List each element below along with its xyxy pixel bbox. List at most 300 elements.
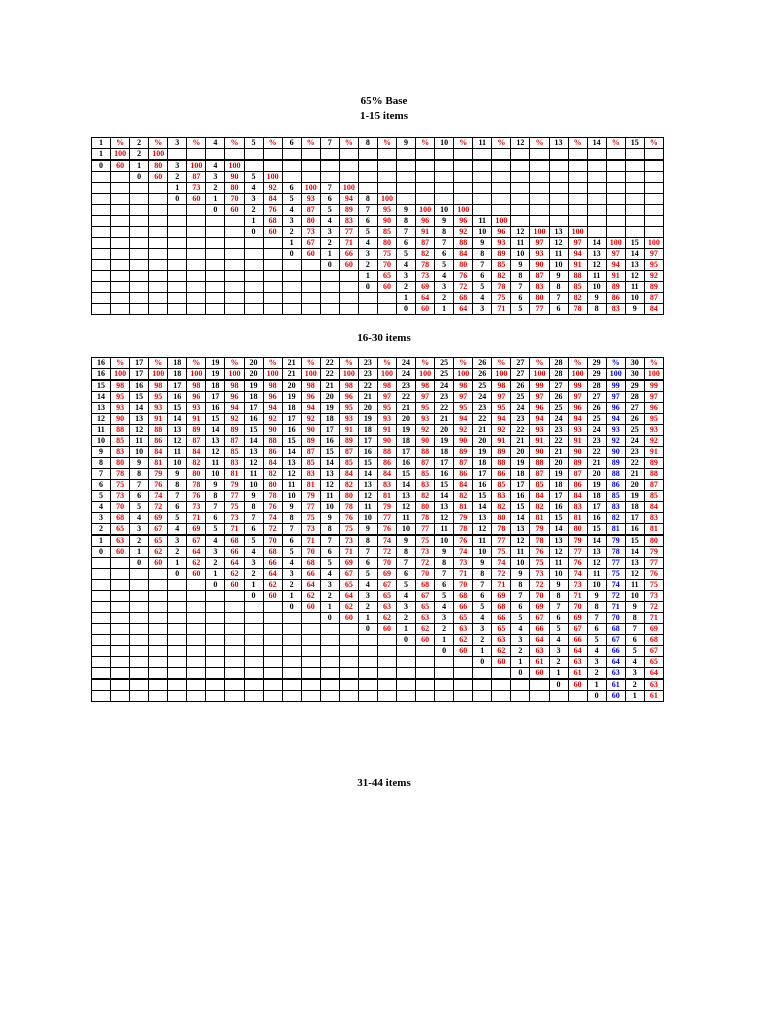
percent-score-cell: 67 — [187, 535, 206, 547]
percent-score-cell: 70 — [225, 194, 244, 205]
correct-count-cell: 15 — [549, 513, 568, 524]
correct-count-cell: 20 — [244, 369, 263, 381]
correct-count-cell — [511, 149, 530, 161]
correct-count-cell — [244, 691, 263, 702]
percent-score-cell: 96 — [187, 392, 206, 403]
correct-count-cell — [358, 304, 377, 315]
correct-count-cell: 14 — [435, 491, 454, 502]
correct-count-cell — [244, 304, 263, 315]
percent-score-cell — [606, 227, 625, 238]
percent-score-cell: 78 — [492, 282, 511, 293]
correct-count-cell: 0 — [282, 249, 301, 260]
correct-count-cell: 15 — [92, 380, 111, 392]
correct-count-cell — [511, 691, 530, 702]
correct-count-cell: 1 — [168, 558, 187, 569]
correct-count-cell — [92, 271, 111, 282]
percent-score-cell: 81 — [530, 513, 549, 524]
correct-count-cell: 3 — [435, 613, 454, 624]
correct-count-cell: 3 — [244, 194, 263, 205]
percent-score-cell: 92 — [644, 436, 663, 447]
percent-score-cell: 79 — [225, 480, 244, 491]
correct-count-cell: 10 — [435, 205, 454, 216]
correct-count-cell: 1 — [320, 602, 339, 613]
correct-count-cell: 19 — [625, 491, 644, 502]
percent-header: % — [454, 358, 473, 369]
table-row — [92, 436, 664, 447]
percent-score-cell: 100 — [492, 216, 511, 227]
percent-score-cell: 86 — [149, 436, 168, 447]
percent-score-cell — [530, 691, 549, 702]
percent-score-cell: 61 — [568, 668, 587, 680]
correct-count-cell: 8 — [511, 580, 530, 591]
percent-score-cell — [377, 646, 396, 657]
correct-count-cell: 12 — [511, 227, 530, 238]
percent-score-cell: 100 — [301, 183, 320, 194]
percent-score-cell: 63 — [492, 635, 511, 646]
correct-count-cell — [244, 249, 263, 260]
correct-count-cell: 15 — [130, 392, 149, 403]
correct-count-cell: 1 — [511, 657, 530, 668]
item-count-header: 21 — [282, 358, 301, 369]
correct-count-cell — [130, 646, 149, 657]
percent-score-cell: 86 — [263, 447, 282, 458]
table-row — [92, 624, 664, 635]
percent-score-cell — [149, 238, 168, 249]
percent-score-cell — [644, 172, 663, 183]
correct-count-cell: 24 — [625, 436, 644, 447]
percent-score-cell: 92 — [644, 271, 663, 282]
correct-count-cell: 11 — [397, 513, 416, 524]
percent-header: % — [644, 358, 663, 369]
correct-count-cell: 19 — [282, 392, 301, 403]
correct-count-cell: 7 — [397, 227, 416, 238]
percent-score-cell — [416, 679, 435, 691]
percent-score-cell: 76 — [263, 502, 282, 513]
correct-count-cell — [282, 271, 301, 282]
correct-count-cell: 18 — [435, 447, 454, 458]
correct-count-cell: 4 — [206, 160, 225, 172]
correct-count-cell: 16 — [206, 403, 225, 414]
correct-count-cell: 14 — [206, 425, 225, 436]
percent-score-cell: 82 — [454, 491, 473, 502]
correct-count-cell: 22 — [397, 392, 416, 403]
correct-count-cell: 13 — [358, 480, 377, 491]
correct-count-cell — [320, 271, 339, 282]
correct-count-cell — [92, 657, 111, 668]
correct-count-cell: 14 — [625, 547, 644, 558]
correct-count-cell: 14 — [320, 458, 339, 469]
correct-count-cell — [206, 304, 225, 315]
item-count-header: 5 — [244, 138, 263, 149]
correct-count-cell: 19 — [435, 436, 454, 447]
percent-score-cell — [111, 227, 130, 238]
correct-count-cell: 16 — [473, 480, 492, 491]
correct-count-cell: 2 — [282, 580, 301, 591]
correct-count-cell: 11 — [206, 458, 225, 469]
correct-count-cell: 3 — [511, 635, 530, 646]
percent-score-cell — [644, 149, 663, 161]
correct-count-cell — [473, 183, 492, 194]
correct-count-cell: 3 — [358, 591, 377, 602]
correct-count-cell: 3 — [358, 249, 377, 260]
percent-score-cell: 87 — [568, 469, 587, 480]
correct-count-cell — [435, 172, 454, 183]
percent-score-cell: 80 — [111, 458, 130, 469]
correct-count-cell: 3 — [320, 227, 339, 238]
correct-count-cell: 20 — [397, 414, 416, 425]
correct-count-cell: 21 — [320, 380, 339, 392]
percent-score-cell: 62 — [416, 624, 435, 635]
correct-count-cell: 4 — [397, 591, 416, 602]
correct-count-cell: 14 — [625, 249, 644, 260]
correct-count-cell — [549, 183, 568, 194]
correct-count-cell: 7 — [473, 580, 492, 591]
item-count-header: 24 — [397, 358, 416, 369]
percent-score-cell: 88 — [377, 447, 396, 458]
table-row — [92, 480, 664, 491]
percent-score-cell — [149, 194, 168, 205]
percent-score-cell: 63 — [606, 668, 625, 680]
correct-count-cell: 8 — [282, 513, 301, 524]
percent-score-cell — [454, 679, 473, 691]
correct-count-cell: 18 — [282, 403, 301, 414]
correct-count-cell: 3 — [435, 282, 454, 293]
correct-count-cell — [549, 194, 568, 205]
correct-count-cell: 11 — [168, 447, 187, 458]
percent-header: % — [492, 138, 511, 149]
table-row — [92, 657, 664, 668]
correct-count-cell — [397, 679, 416, 691]
correct-count-cell: 9 — [549, 580, 568, 591]
correct-count-cell: 10 — [130, 447, 149, 458]
percent-score-cell — [149, 304, 168, 315]
correct-count-cell: 9 — [511, 260, 530, 271]
correct-count-cell: 15 — [358, 458, 377, 469]
percent-score-cell — [111, 646, 130, 657]
percent-score-cell: 81 — [568, 513, 587, 524]
percent-score-cell — [301, 293, 320, 304]
section-title-31-44: 31-44 items — [357, 777, 411, 789]
table-row — [92, 271, 664, 282]
percent-score-cell — [225, 679, 244, 691]
percent-score-cell: 72 — [263, 524, 282, 536]
table-row — [92, 282, 664, 293]
percent-header: % — [416, 138, 435, 149]
percent-header: % — [377, 138, 396, 149]
percent-score-cell: 82 — [339, 480, 358, 491]
percent-score-cell: 63 — [530, 646, 549, 657]
percent-score-cell — [301, 646, 320, 657]
correct-count-cell: 2 — [511, 646, 530, 657]
percent-score-cell — [606, 216, 625, 227]
correct-count-cell: 7 — [320, 535, 339, 547]
percent-score-cell: 80 — [416, 502, 435, 513]
percent-score-cell — [606, 149, 625, 161]
percent-header: % — [568, 138, 587, 149]
percent-score-cell: 86 — [606, 480, 625, 491]
percent-score-cell — [377, 657, 396, 668]
correct-count-cell: 12 — [282, 469, 301, 480]
correct-count-cell: 15 — [397, 469, 416, 480]
correct-count-cell: 11 — [511, 238, 530, 249]
item-count-header: 28 — [549, 358, 568, 369]
correct-count-cell: 4 — [282, 558, 301, 569]
correct-count-cell — [92, 205, 111, 216]
correct-count-cell — [358, 172, 377, 183]
correct-count-cell — [168, 216, 187, 227]
correct-count-cell — [92, 216, 111, 227]
percent-score-cell: 97 — [606, 392, 625, 403]
percent-score-cell — [187, 646, 206, 657]
correct-count-cell: 20 — [587, 469, 606, 480]
correct-count-cell — [130, 183, 149, 194]
item-count-header: 1 — [92, 138, 111, 149]
percent-score-cell — [377, 172, 396, 183]
correct-count-cell — [92, 635, 111, 646]
correct-count-cell: 16 — [587, 513, 606, 524]
correct-count-cell — [168, 271, 187, 282]
correct-count-cell: 6 — [511, 602, 530, 613]
correct-count-cell: 1 — [397, 293, 416, 304]
percent-score-cell: 60 — [416, 304, 435, 315]
correct-count-cell — [168, 679, 187, 691]
percent-score-cell: 83 — [416, 480, 435, 491]
percent-score-cell: 95 — [111, 392, 130, 403]
correct-count-cell: 5 — [282, 547, 301, 558]
correct-count-cell: 15 — [320, 447, 339, 458]
correct-count-cell: 2 — [397, 613, 416, 624]
correct-count-cell — [511, 679, 530, 691]
correct-count-cell — [625, 183, 644, 194]
correct-count-cell: 4 — [625, 657, 644, 668]
percent-score-cell: 66 — [492, 613, 511, 624]
percent-score-cell: 85 — [492, 480, 511, 491]
percent-score-cell: 75 — [492, 547, 511, 558]
correct-count-cell: 11 — [549, 558, 568, 569]
correct-count-cell: 1 — [358, 271, 377, 282]
percent-score-cell: 76 — [530, 547, 549, 558]
percent-score-cell: 65 — [149, 535, 168, 547]
correct-count-cell: 13 — [435, 502, 454, 513]
percent-score-cell: 79 — [149, 469, 168, 480]
correct-count-cell: 0 — [587, 691, 606, 702]
percent-score-cell: 78 — [339, 502, 358, 513]
correct-count-cell: 17 — [435, 458, 454, 469]
correct-count-cell: 21 — [549, 447, 568, 458]
correct-count-cell: 18 — [511, 469, 530, 480]
correct-count-cell — [549, 172, 568, 183]
percent-score-cell: 90 — [530, 447, 549, 458]
correct-count-cell — [473, 205, 492, 216]
percent-score-cell — [111, 260, 130, 271]
percent-score-cell — [454, 668, 473, 680]
percent-score-cell: 87 — [530, 271, 549, 282]
percent-score-cell: 85 — [111, 436, 130, 447]
percent-score-cell: 65 — [492, 624, 511, 635]
correct-count-cell: 1 — [168, 183, 187, 194]
correct-count-cell: 0 — [358, 624, 377, 635]
percent-score-cell — [149, 657, 168, 668]
percent-score-cell — [187, 227, 206, 238]
percent-score-cell: 100 — [149, 369, 168, 381]
correct-count-cell: 5 — [435, 260, 454, 271]
percent-score-cell: 60 — [149, 558, 168, 569]
percent-score-cell: 79 — [454, 513, 473, 524]
correct-count-cell: 8 — [320, 524, 339, 536]
correct-count-cell: 0 — [435, 646, 454, 657]
percent-score-cell: 93 — [568, 425, 587, 436]
item-count-header: 22 — [320, 358, 339, 369]
correct-count-cell: 1 — [435, 635, 454, 646]
table-row — [92, 469, 664, 480]
percent-score-cell: 69 — [149, 513, 168, 524]
table-row — [92, 635, 664, 646]
percent-score-cell: 87 — [416, 458, 435, 469]
correct-count-cell — [168, 624, 187, 635]
correct-count-cell: 12 — [511, 535, 530, 547]
correct-count-cell: 9 — [206, 480, 225, 491]
correct-count-cell — [397, 657, 416, 668]
correct-count-cell — [92, 238, 111, 249]
percent-score-cell: 62 — [225, 569, 244, 580]
item-count-header: 25 — [435, 358, 454, 369]
correct-count-cell: 9 — [587, 591, 606, 602]
correct-count-cell: 14 — [511, 513, 530, 524]
percent-score-cell: 77 — [530, 304, 549, 315]
correct-count-cell: 13 — [282, 458, 301, 469]
correct-count-cell: 16 — [435, 469, 454, 480]
percent-score-cell: 91 — [377, 425, 396, 436]
correct-count-cell: 0 — [358, 282, 377, 293]
percent-score-cell: 100 — [225, 160, 244, 172]
correct-count-cell: 18 — [397, 436, 416, 447]
percent-score-cell: 73 — [568, 580, 587, 591]
correct-count-cell: 22 — [435, 403, 454, 414]
percent-score-cell: 91 — [149, 414, 168, 425]
percent-score-cell: 99 — [606, 380, 625, 392]
percent-score-cell: 68 — [606, 624, 625, 635]
table-row — [92, 172, 664, 183]
correct-count-cell — [435, 668, 454, 680]
correct-count-cell: 19 — [320, 403, 339, 414]
correct-count-cell: 4 — [435, 271, 454, 282]
percent-score-cell: 97 — [568, 238, 587, 249]
correct-count-cell: 10 — [625, 293, 644, 304]
percent-score-cell: 87 — [644, 480, 663, 491]
percent-score-cell: 81 — [644, 524, 663, 536]
percent-score-cell: 95 — [339, 403, 358, 414]
percent-score-cell: 91 — [339, 425, 358, 436]
correct-count-cell: 5 — [435, 591, 454, 602]
percent-score-cell: 76 — [187, 491, 206, 502]
percent-score-cell: 72 — [454, 282, 473, 293]
correct-count-cell: 25 — [587, 414, 606, 425]
percent-score-cell: 77 — [339, 227, 358, 238]
percent-score-cell: 87 — [187, 172, 206, 183]
percent-score-cell: 83 — [644, 513, 663, 524]
correct-count-cell — [92, 260, 111, 271]
percent-score-cell: 100 — [568, 227, 587, 238]
correct-count-cell: 6 — [320, 547, 339, 558]
percent-score-cell: 83 — [530, 282, 549, 293]
percent-score-cell: 60 — [301, 602, 320, 613]
percent-score-cell — [301, 635, 320, 646]
correct-count-cell: 21 — [587, 458, 606, 469]
percent-score-cell: 90 — [606, 447, 625, 458]
percent-score-cell — [568, 160, 587, 172]
correct-count-cell: 20 — [320, 392, 339, 403]
percent-score-cell: 90 — [377, 216, 396, 227]
percent-score-cell: 91 — [187, 414, 206, 425]
correct-count-cell: 0 — [130, 558, 149, 569]
table-row — [92, 293, 664, 304]
correct-count-cell: 17 — [397, 447, 416, 458]
correct-count-cell — [206, 293, 225, 304]
table-row — [92, 668, 664, 680]
percent-score-cell: 71 — [606, 602, 625, 613]
correct-count-cell — [511, 194, 530, 205]
correct-count-cell: 5 — [244, 172, 263, 183]
correct-count-cell: 19 — [397, 425, 416, 436]
percent-score-cell: 85 — [339, 458, 358, 469]
percent-score-cell — [111, 613, 130, 624]
percent-score-cell: 84 — [644, 502, 663, 513]
percent-score-cell: 76 — [263, 205, 282, 216]
percent-score-cell: 98 — [416, 380, 435, 392]
percent-score-cell: 76 — [377, 524, 396, 536]
correct-count-cell — [244, 679, 263, 691]
percent-score-cell — [149, 183, 168, 194]
correct-count-cell: 9 — [130, 458, 149, 469]
percent-header: % — [111, 358, 130, 369]
percent-score-cell: 60 — [416, 635, 435, 646]
item-count-header: 6 — [282, 138, 301, 149]
percent-score-cell — [263, 624, 282, 635]
percent-score-cell: 87 — [339, 447, 358, 458]
correct-count-cell: 17 — [206, 392, 225, 403]
percent-score-cell: 96 — [454, 216, 473, 227]
correct-count-cell: 8 — [511, 271, 530, 282]
correct-count-cell — [625, 205, 644, 216]
percent-score-cell: 82 — [606, 513, 625, 524]
correct-count-cell: 16 — [282, 425, 301, 436]
correct-count-cell — [92, 679, 111, 691]
table-row — [92, 679, 664, 691]
correct-count-cell: 24 — [549, 414, 568, 425]
correct-count-cell: 18 — [320, 414, 339, 425]
correct-count-cell: 22 — [358, 380, 377, 392]
percent-score-cell — [111, 194, 130, 205]
table-row — [92, 447, 664, 458]
percent-score-cell: 89 — [339, 436, 358, 447]
percent-score-cell: 83 — [606, 502, 625, 513]
percent-score-cell: 62 — [492, 646, 511, 657]
correct-count-cell — [130, 260, 149, 271]
percent-score-cell — [149, 227, 168, 238]
percent-header: % — [225, 138, 244, 149]
percent-score-cell: 77 — [377, 513, 396, 524]
percent-score-cell — [111, 602, 130, 613]
correct-count-cell — [130, 691, 149, 702]
correct-count-cell — [206, 591, 225, 602]
percent-score-cell — [263, 668, 282, 680]
percent-score-cell — [149, 271, 168, 282]
correct-count-cell: 7 — [206, 502, 225, 513]
correct-count-cell: 3 — [244, 558, 263, 569]
correct-count-cell: 14 — [473, 502, 492, 513]
percent-score-cell: 86 — [454, 469, 473, 480]
percent-score-cell: 86 — [492, 469, 511, 480]
